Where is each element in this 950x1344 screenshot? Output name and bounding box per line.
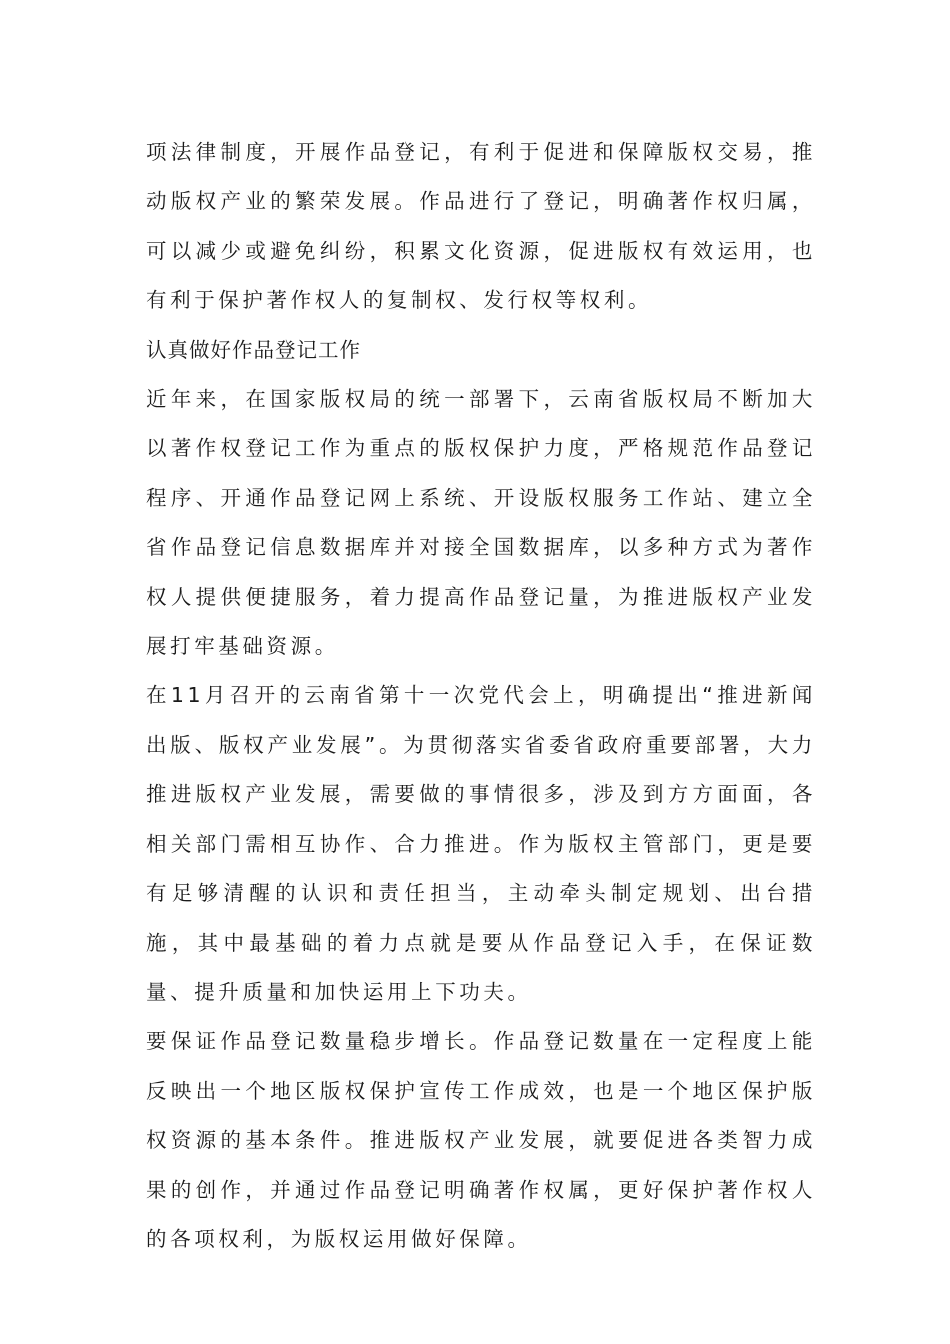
paragraph-party-congress: 在11月召开的云南省第十一次党代会上，明确提出“推进新闻出版、版权产业发展”。为贯彻落实省委省政府重要部署，大力推进版权产业发展，需要做的事情很多，涉及到方方面面，各相关部门需相互协作、合力推进。作为版权主管部门，更是要有足够清醒的认识和责任担当，主动牵头制定规划、出台措施，其中最基础的着力点就是要从作品登记入手，在保证数量、提升质量和加快运用上下功夫。	[146, 683, 816, 1004]
document-body	[146, 128, 816, 1264]
paragraph-registration-growth: 要保证作品登记数量稳步增长。作品登记数量在一定程度上能反映出一个地区版权保护宣传工作成效，也是一个地区保护版权资源的基本条件。推进版权产业发展，就要促进各类智力成果的创作，并通过作品登记明确著作权属，更好保护著作权人的各项权利，为版权运用做好保障。	[146, 1029, 816, 1251]
paragraph-registration-benefits: 项法律制度，开展作品登记，有利于促进和保障版权交易，推动版权产业的繁荣发展。作品进行了登记，明确著作权归属，可以减少或避免纠纷，积累文化资源，促进版权有效运用，也有利于保护著作权人的复制权、发行权等权利。	[146, 140, 816, 313]
section-heading: 认真做好作品登记工作	[146, 337, 361, 362]
paragraph-recent-years: 近年来，在国家版权局的统一部署下，云南省版权局不断加大以著作权登记工作为重点的版权保护力度，严格规范作品登记程序、开通作品登记网上系统、开设版权服务工作站、建立全省作品登记信息数据库并对接全国数据库，以多种方式为著作权人提供便捷服务，着力提高作品登记量，为推进版权产业发展打牢基础资源。	[146, 387, 816, 659]
